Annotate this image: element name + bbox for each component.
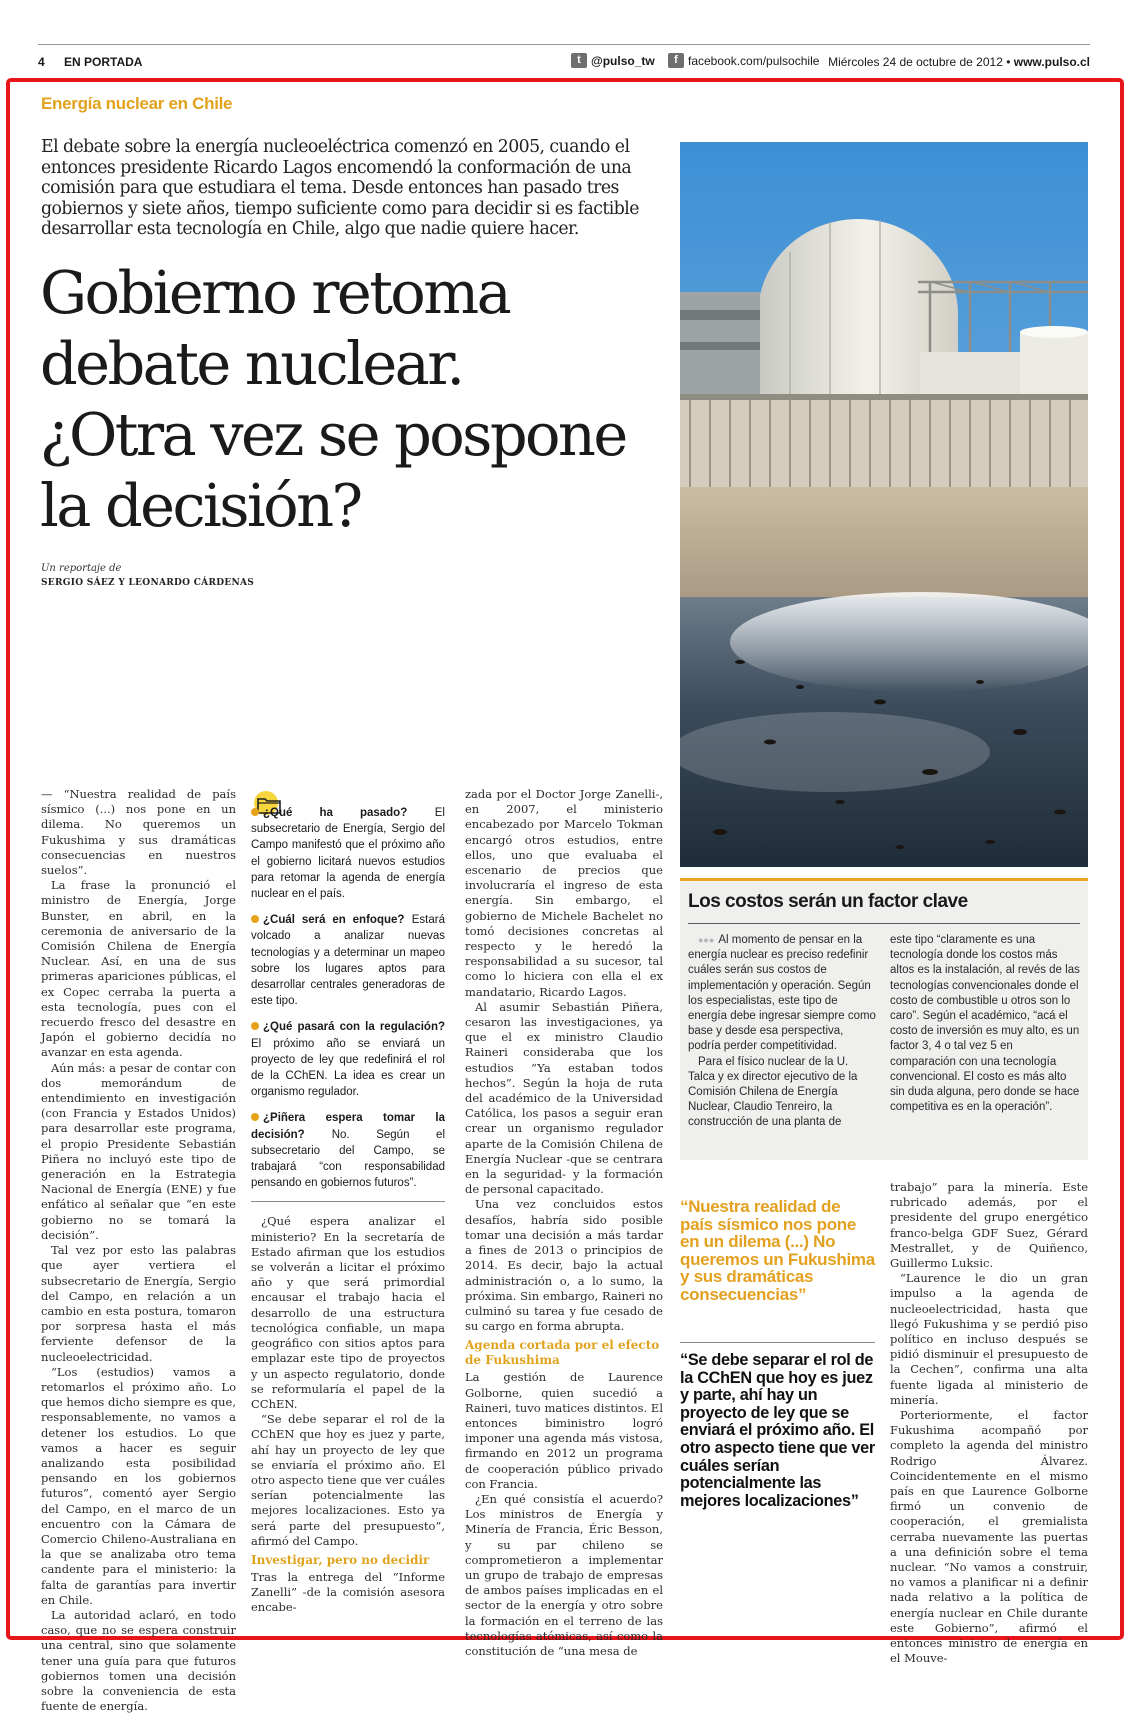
divider (251, 1201, 445, 1202)
paragraph: “Se debe separar el rol de la CChEN que hoy es juez y parte, ahí hay un proyecto de ley que se enviaría el próximo año. El otro aspecto tiene que ver cuáles serían potencialmente las mejores localizaciones. Esto ya será parte del presupuesto”, afirmó del Campo. (251, 1412, 445, 1548)
paragraph: Porteriormente, el factor Fukushima acompañó por completo la agenda del ministro Rodrigo Álvarez. Coincidentemente en el mismo país en que Laurence Golborne firmó un convenio de cooperación, el gremialista cerraba nuevamente las puertas a una definición sobre el tema nuclear. “No vamos a construir, no vamos a planificar ni a definir nada relativo a la política de energía nuclear en Chile durante este Gobierno”, afirmó el entonces ministro de energía en el Mouve- (890, 1408, 1088, 1666)
bullet-dot-icon (251, 1113, 259, 1121)
headline-line-2: debate nuclear. (40, 329, 463, 398)
paragraph: Al asumir Sebastián Piñera, cesaron las investigaciones, ya que el ex ministro Claudio Raineri consideraba que los estudios “Ya estaban todos hechos”. Según la hoja de ruta del académico de la Universidad Católica, los pasos a seguir eran crear un organismo regulador aparte de la Comisión Chilena de Energía Nuclear -que se centrara en la seguridad- y la formación de personal capacitado. (465, 999, 663, 1197)
paragraph: Al momento de pensar en la energía nuclear es preciso redefinir cuáles serán sus costos de implementación y operación. Según los especialistas, este tipo de energía debe ingresar siempre como base y desde esa perspectiva, podría perder competitividad. (688, 934, 876, 1053)
divider (680, 1342, 875, 1343)
qa-item (251, 805, 445, 902)
paragraph: “Laurence le dio un gran impulso a la agenda de nucleoelectricidad, hasta que llegó Fukushima y se perdió piso político en incluso después se pidió disminuir el presupuesto de la Cechen”, confirma una alta fuente ligada al ministerio de minería. (890, 1271, 1088, 1407)
facebook-link[interactable] (668, 53, 819, 68)
box-title: Los costos serán un factor clave (688, 891, 968, 912)
paragraph: “Los (estudios) vamos a retomarlos el próximo año. Lo que hemos dicho siempre es que, responsablemente, no vamos a detener los estudios. Lo que vamos a hacer es seguir analizando esta posibilidad pensando en los gobiernos futuros”, comentó ayer Sergio del Campo, en el marco de un encuentro con la Cámara de Comercio Chileno-Australiana en la que se analizaba otro tema candente para el ministerio: la falta de garantías para invertir en Chile. (41, 1364, 236, 1607)
article-kicker: Energía nuclear en Chile (41, 94, 233, 113)
qa-answer: Estará volcado a analizar nuevas tecnologías y a determinar un mapeo sobre los lugares aptos para desarrollar centrales generadoras de este tipo. (251, 914, 446, 1008)
qa-question: ¿Piñera espera tomar la decisión? (251, 1112, 445, 1141)
paragraph: Para el físico nuclear de la U. Talca y ex director ejecutivo de la Comisión Chilena de Energía Nuclear, Claudio Tenreiro, la construcción de una planta de (688, 1055, 858, 1129)
headline-line-1: Gobierno retoma (40, 258, 510, 327)
article-headline (40, 257, 690, 541)
subheading: Agenda cortada por el efecto de Fukushima (465, 1338, 660, 1368)
paragraph: La gestión de Laurence Golborne, quien sucedió a Raineri, tuvo matices distintos. El entonces biministro logró imponer una agenda más vistosa, firmando en 2012 un programa de cooperación público privado con Francia. (465, 1370, 663, 1491)
paragraph: La autoridad aclaró, en todo caso, que no se espera construir una central, sino que solamente tener una guía para que futuros gobiernos tomen una decisión sobre la conveniencia de esta fuente de energía. (41, 1607, 236, 1714)
qa-answer: El subsecretario de Energía, Sergio del Campo manifestó que el próximo año el gobierno licitará nuevos estudios para retomar la agenda de energía nuclear en el país. (251, 807, 445, 901)
article-lead: El debate sobre la energía nucleoeléctrica comenzó en 2005, cuando el entonces presidente Ricardo Lagos encomendó la conformación de una comisión para que estudiara el tema. Desde entonces han pasado tres gobiernos y siete años, tiempo suficiente como para decidir si es factible desarrollar esta tecnología en Chile, algo que nadie quiere hacer. (41, 137, 639, 239)
site-url[interactable]: www.pulso.cl (1013, 55, 1090, 69)
twitter-link[interactable] (571, 53, 655, 68)
facebook-url: facebook.com/pulsochile (688, 53, 820, 68)
qa-question: ¿Cuál será en enfoque? (263, 914, 405, 927)
twitter-icon: t (571, 53, 587, 68)
box-divider (688, 923, 1080, 924)
body-column-1 (41, 787, 236, 1714)
qa-question: ¿Qué pasará con la regulación? (263, 1021, 445, 1034)
bullet-dot-icon (251, 1022, 259, 1030)
paragraph: Aún más: a pesar de contar con dos memorándum de entendimiento en investigación (con Francia y Estados Unidos) para desarrollar este programa, el propio Presidente Sebastián Piñera no incluyó este tipo de generación en la Estrategia Nacional de Energía (ENE) y fue enfático al señalar que “en este gobierno no se tomará la decisión”. (41, 1060, 236, 1242)
paragraph: — “Nuestra realidad de país sísmico (...) nos pone en un dilema. No queremos un Fukushima y sus dramáticas consecuencias en nuestros suelos”. (41, 787, 236, 878)
body-column-5 (890, 1180, 1088, 1666)
qa-answer: El próximo año se enviará un proyecto de ley que redefinirá el rol de la CChEN. La idea es crear un organismo regulador. (251, 1037, 445, 1099)
paragraph: trabajo” para la minería. Este rubricado además, por el presidente del grupo energético franco-belga GDF Suez, Gérard Mestrallet, y de Quiñenco, Guillermo Luksic. (890, 1180, 1088, 1271)
page-header (38, 44, 1090, 70)
box-column-1 (688, 933, 878, 1131)
date-text: Miércoles 24 de octubre de 2012 • (828, 55, 1011, 69)
bullet-dot-icon (251, 915, 259, 923)
byline-names: SERGIO SÁEZ Y LEONARDO CÁRDENAS (41, 578, 255, 588)
nuclear-plant-photo (680, 142, 1088, 867)
issue-date (828, 55, 1090, 69)
page-number: 4 (38, 55, 45, 69)
subheading: Investigar, pero no decidir (251, 1552, 430, 1567)
pull-quote-accent: “Nuestra realidad de país sísmico nos pone en un dilema (...) No queremos un Fukushima y sus dramáticas consecuencias” (680, 1197, 875, 1304)
box-column-2 (890, 933, 1080, 1115)
twitter-handle: @pulso_tw (591, 53, 655, 68)
byline-label: Un reportaje de (41, 563, 122, 574)
paragraph: zada por el Doctor Jorge Zanelli-, en 2007, el ministerio encabezado por Marcelo Tokman encargó otros estudios, entre ellos, uno que evaluaba el escenario de precios que involucraría el ingreso de esta energía. Sin embargo, el gobierno de Michele Bachelet no tomó decisiones concretas al respecto y le heredó la responsabilidad a su sucesor, tal como lo hiciera con ella el ex mandatario, Ricardo Lagos. (465, 787, 663, 999)
headline-line-4: la decisión? (40, 471, 361, 540)
paragraph: Una vez concluidos estos desafíos, habría sido posible tomar una decisión a más tardar a fines de 2013 o principios de 2014. Es decir, bajo la actual administración o, a lo sumo, la próxima. Sin embargo, Raineri no culminó su tarea y fue cesado de su cargo en forma abrupta. (465, 1197, 663, 1334)
qa-answer: No. Según el subsecretario del Campo, se trabajará “con responsabilidad pensando en gobiernos futuros”. (251, 1128, 445, 1190)
paragraph: Tras la entrega del “Informe Zanelli” -de la comisión asesora encabe- (251, 1569, 445, 1615)
dots-icon: ●●● (698, 935, 715, 945)
bullet-dot-icon (251, 808, 259, 816)
paragraph: ¿En qué consistía el acuerdo? Los ministros de Energía y Minería de Francia, Éric Besson, y su par chileno se comprometieron a implementar un grupo de trabajo de empresas de ambos países implicadas en el sector de la energía y otro sobre la formación en el terreno de las tecnologías atómicas, así como la constitución de “una mesa de (465, 1491, 663, 1658)
paragraph: ¿Qué espera analizar el ministerio? En la secretaría de Estado afirman que los estudios se volverán a licitar el próximo año y que será primordial encausar el trabajo hacia el desarrollo de una estructura tecnológica confiable, un mapa geográfico con sitios aptos para emplazar este tipo de proyectos y un aspecto regulatorio, donde se reformularía el papel de la CChEN. (251, 1214, 445, 1411)
qa-item (251, 1019, 445, 1100)
qa-item (251, 1110, 445, 1191)
section-name: EN PORTADA (64, 55, 143, 69)
facebook-icon: f (668, 53, 684, 68)
paragraph: este tipo “claramente es una tecnología donde los costos más altos es la instalación, al revés de las tecnologías convencionales donde el costo de combustible u otros son lo caro”. Según el académico, “acá el costo de inversión es muy alto, es un factor 3, 4 o tal vez 5 en comparación con una tecnología convencional. El costo es más alto sin duda alguna, pero donde se hace competitiva es en la operación”. (890, 934, 1080, 1114)
body-column-3 (465, 787, 663, 1658)
paragraph: Tal vez por esto las palabras que ayer vertiera el subsecretario de Energía, Sergio del Campo, en relación a un cambio en esta postura, tomaron por sorpresa hasta el más ferviente defensor de la nucleoelectricidad. (41, 1243, 236, 1364)
body-column-2 (251, 805, 446, 1615)
paragraph: La frase la pronunció el ministro de Energía, Jorge Bunster, en abril, en la ceremonia de aniversario de la Comisión Chilena de Energía Nuclear. Así, en una de sus primeras apariciones públicas, el ex Copec cerraba la puerta a esta tecnología, pues con el recuerdo fresco del desastre en Japón el gobierno decidía no avanzar en esta agenda. (41, 878, 236, 1060)
headline-line-3: ¿Otra vez se pospone (40, 400, 626, 469)
qa-item (251, 912, 445, 1009)
pull-quote: “Se debe separar el rol de la CChEN que hoy es juez y parte, ahí hay un proyecto de ley que se enviará el próximo año. El otro aspecto tiene que ver cuáles serían potencialmente las mejores localizaciones” (680, 1351, 875, 1510)
qa-question: ¿Qué ha pasado? (263, 807, 408, 819)
sidebar-box (680, 878, 1088, 1160)
